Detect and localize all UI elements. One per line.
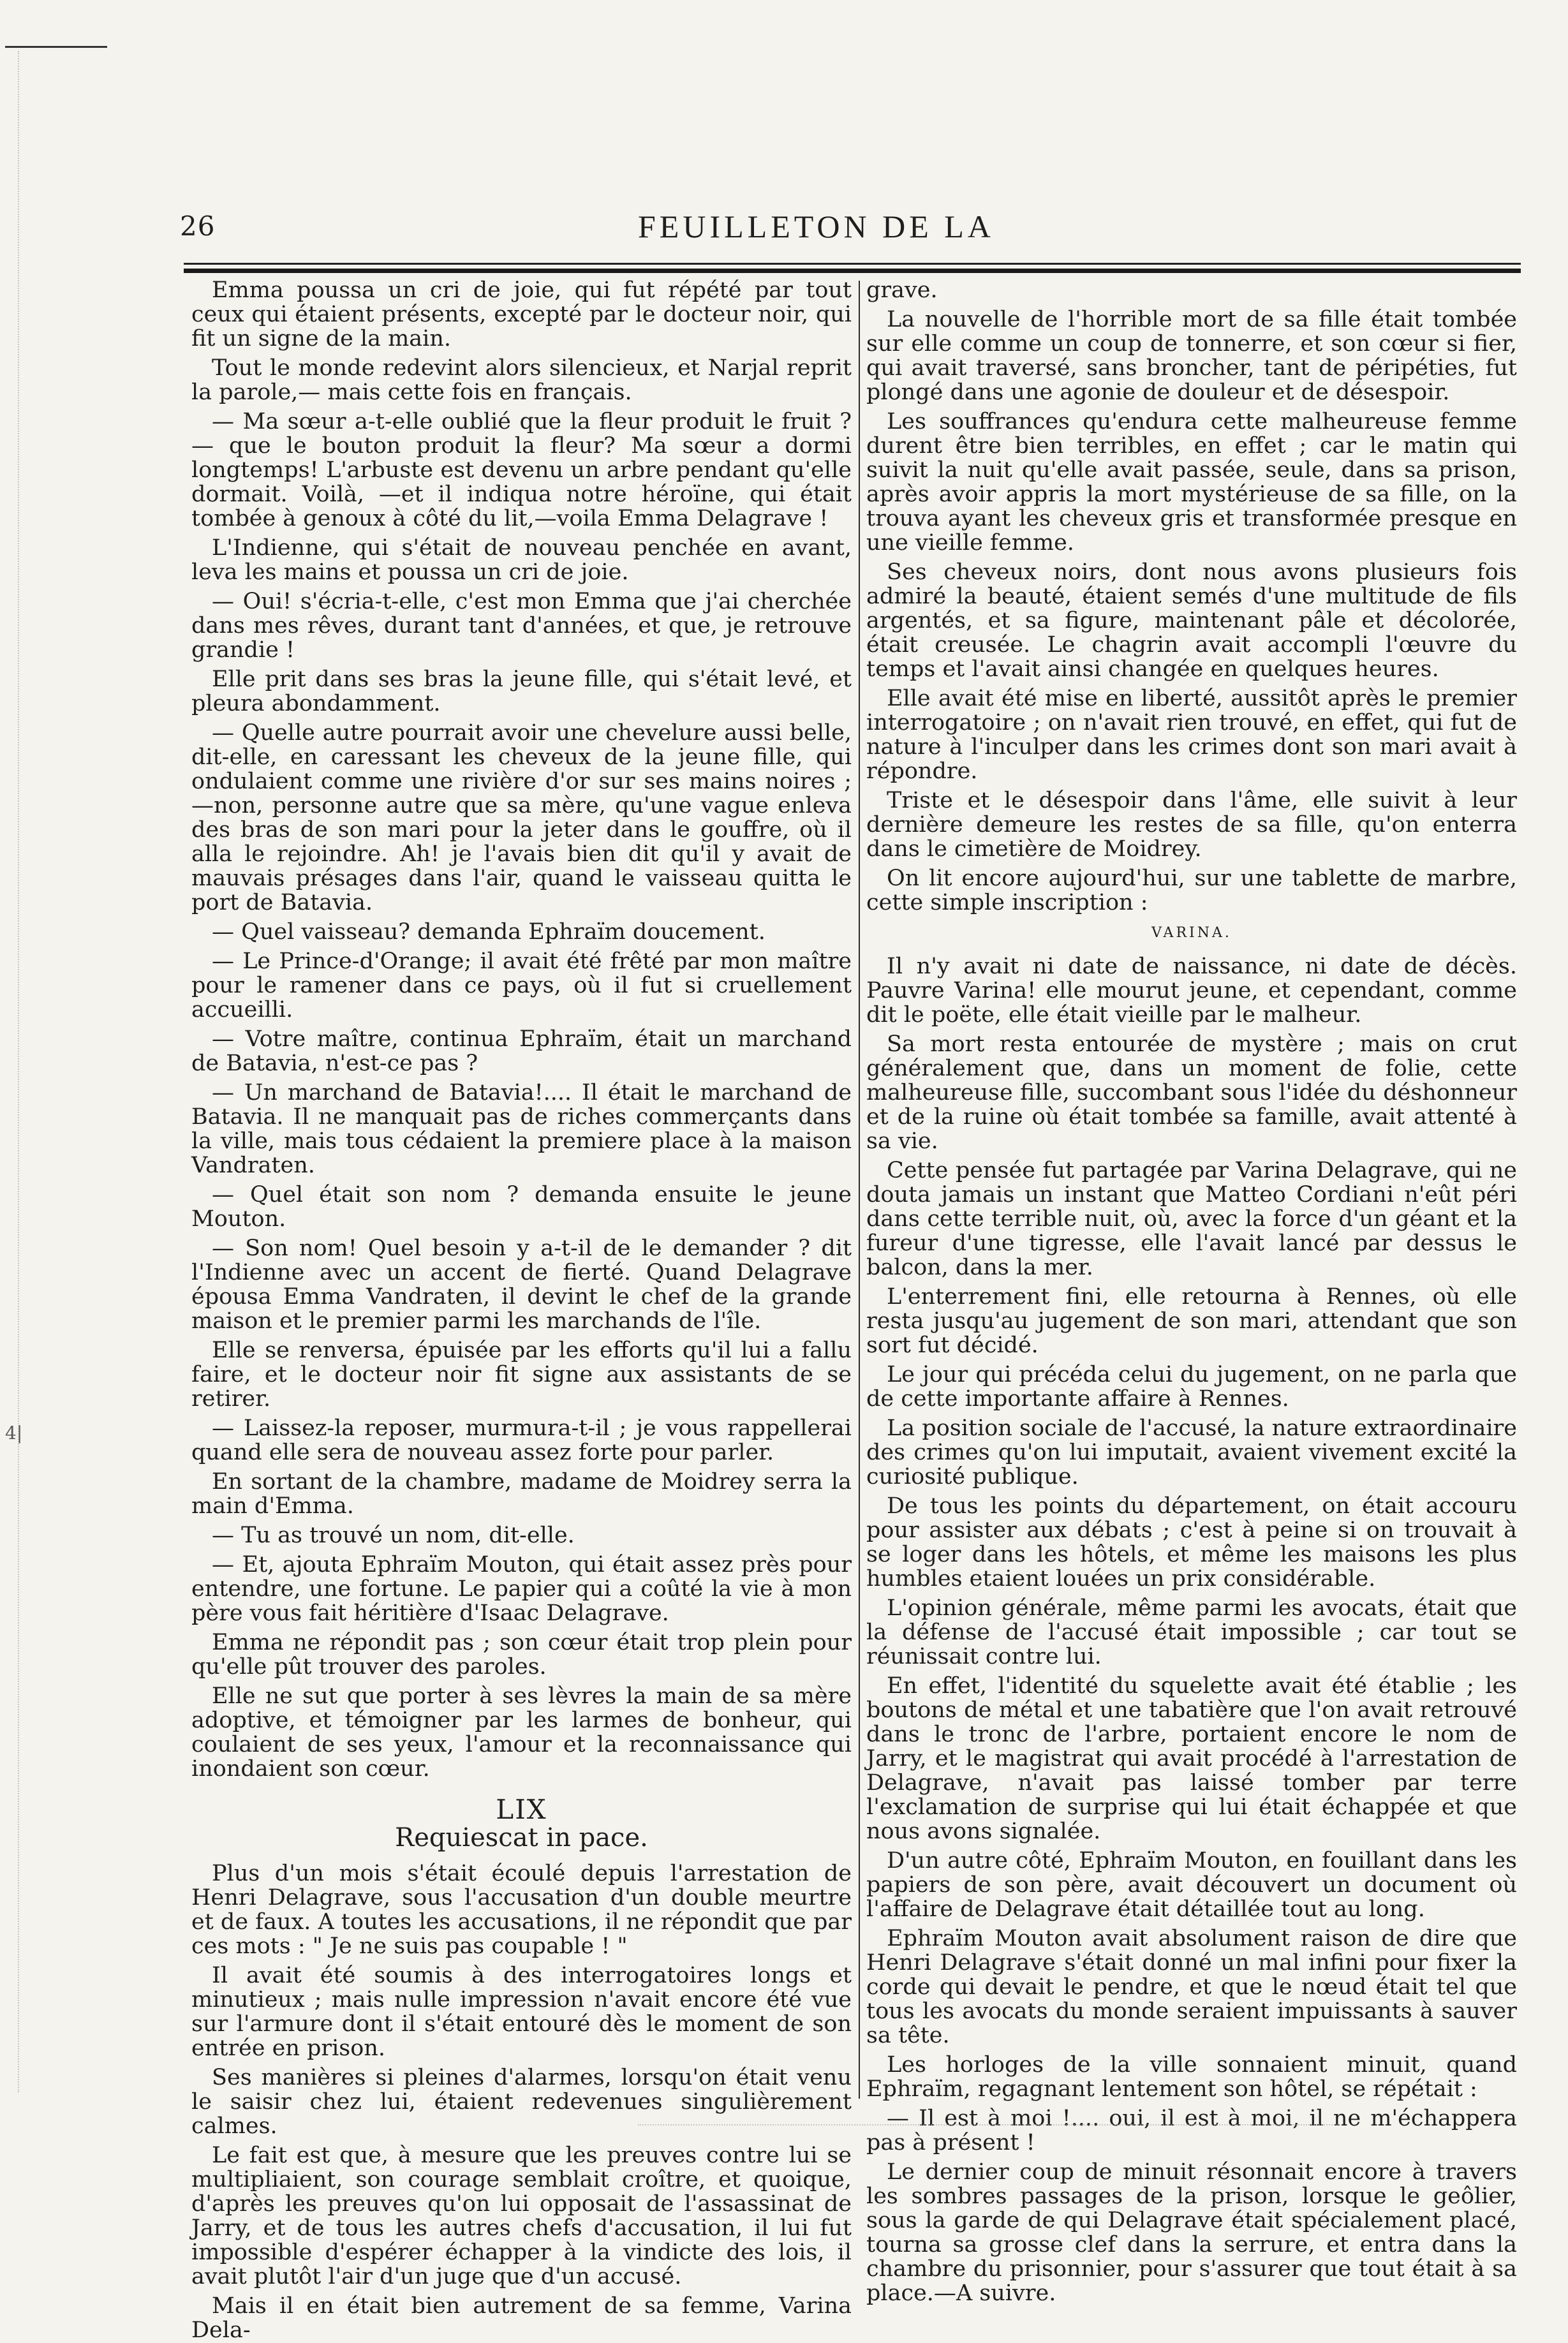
paragraph: Le dernier coup de minuit résonnait encore à travers les sombres passages de la prison, lorsque le geôlier, sous la garde de qui Delagrave était spécialement placé, tourna sa grosse clef dans la serrure, et entra dans la chambre du prisonnier, pour s'assurer que tout était à sa place.—A suivre.: [866, 2159, 1517, 2306]
chapter-paragraphs: [191, 1861, 852, 2342]
paragraph: Elle ne sut que porter à ses lèvres la main de sa mère adoptive, et témoigner par les larmes de bonheur, qui coulaient de ses yeux, l'amour et la reconnaissance qui inondaient son cœur.: [191, 1683, 852, 1782]
paragraph: Il avait été soumis à des interrogatoires longs et minutieux ; mais nulle impression n'avait encore été vue sur l'armure dont il s'était entouré dès le moment de son entrée en prison.: [191, 1963, 852, 2061]
paragraph: En effet, l'identité du squelette avait été établie ; les boutons de métal et une tabatière que l'on avait retrouvé dans le tronc de l'arbre, portaient encore le nom de Jarry, et le magistrat qui avait procédé à l'arrestation de Delagrave, n'avait pas laissé tomber par terre l'exclamation de surprise qui lui était échappée et que nous avons signalée.: [866, 1673, 1517, 1844]
paragraph: — Quel était son nom ? demanda ensuite le jeune Mouton.: [191, 1182, 852, 1232]
paragraph: Il n'y avait ni date de naissance, ni date de décès. Pauvre Varina! elle mourut jeune, et cependant, comme dit le poëte, elle était vieille par le malheur.: [866, 954, 1517, 1028]
chapter-number: LIX: [496, 1794, 547, 1825]
paragraph: L'Indienne, qui s'était de nouveau penchée en avant, leva les mains et poussa un cri de joie.: [191, 535, 852, 585]
paragraph: — Votre maître, continua Ephraïm, était un marchand de Batavia, n'est-ce pas ?: [191, 1026, 852, 1076]
left-paragraphs: [191, 278, 852, 1781]
paragraph: Plus d'un mois s'était écoulé depuis l'arrestation de Henri Delagrave, sous l'accusation d'un double meurtre et de faux. A toutes les accusations, il ne répondit que par ces mots : " Je ne suis pas coupable ! ": [191, 1861, 852, 1959]
right-paragraphs-after: [866, 954, 1517, 2305]
paragraph: La nouvelle de l'horrible mort de sa fille était tombée sur elle comme un coup de tonnerre, et son cœur si fier, qui avait traversé, sans broncher, tant de péripéties, fut plongé dans une agonie de douleur et de désespoir.: [866, 307, 1517, 405]
left-column: [191, 277, 852, 2343]
paragraph: Emma ne répondit pas ; son cœur était trop plein pour qu'elle pût trouver des paroles.: [191, 1630, 852, 1680]
paragraph: Ses cheveux noirs, dont nous avons plusieurs fois admiré la beauté, étaient semés d'une multitude de fils argentés, et sa figure, maintenant pâle et décolorée, était creusée. Le chagrin avait accompli l'œuvre du temps et l'avait ainsi changée en quelques heures.: [866, 559, 1517, 682]
paragraph: Les horloges de la ville sonnaient minuit, quand Ephraïm, regagnant lentement son hôtel, se répétait :: [866, 2052, 1517, 2102]
paragraph: On lit encore aujourd'hui, sur une tablette de marbre, cette simple inscription :: [866, 866, 1517, 915]
scan-edge-mark: [5, 46, 107, 48]
paragraph: — Son nom! Quel besoin y a-t-il de le demander ? dit l'Indienne avec un accent de fierté. Quand Delagrave épousa Emma Vandraten, il devint le chef de la grande maison et le premier parmi les marchands de l'île.: [191, 1236, 852, 1334]
margin-mark: 4|: [5, 1423, 23, 1444]
paragraph: — Oui! s'écria-t-elle, c'est mon Emma que j'ai cherchée dans mes rêves, durant tant d'années, et que, je retrouve grandie !: [191, 589, 852, 663]
paragraph: grave.: [866, 277, 938, 303]
paragraph: Le fait est que, à mesure que les preuves contre lui se multipliaient, son courage semblait croître, et quoique, d'après les preuves qu'on lui opposait de l'assassinat de Jarry, et de tous les autres chefs d'accusation, il lui fut impossible d'espérer échapper à la vindicte des lois, il avait plutôt l'air d'un juge que d'un accusé.: [191, 2143, 852, 2289]
paragraph: L'opinion générale, même parmi les avocats, était que la défense de l'accusé était impossible ; car tout se réunissait contre lui.: [866, 1595, 1517, 1669]
header-rule-thick: [184, 269, 1521, 273]
paragraph: Tout le monde redevint alors silencieux, et Narjal reprit la parole,— mais cette fois en français.: [191, 355, 852, 405]
header-rule-thin: [184, 263, 1521, 265]
right-column: [866, 277, 1517, 2306]
paragraph: Cette pensée fut partagée par Varina Delagrave, qui ne douta jamais un instant que Matteo Cordiani n'eût péri dans cette terrible nuit, où, avec la force d'un géant et la fureur d'une tigresse, elle l'avait lancé par dessus le balcon, dans la mer.: [866, 1158, 1517, 1280]
column-separator: [859, 281, 860, 2099]
page-number: 26: [180, 211, 216, 242]
paragraph: La position sociale de l'accusé, la nature extraordinaire des crimes qu'on lui imputait, avaient vivement excité la curiosité publique.: [866, 1415, 1517, 1489]
paragraph: Mais il en était bien autrement de sa femme, Varina Dela-: [191, 2293, 852, 2343]
paragraph: — Il est à moi !.... oui, il est à moi, il ne m'échappera pas à présent !: [866, 2106, 1517, 2155]
paragraph: — Ma sœur a-t-elle oublié que la fleur produit le fruit ?— que le bouton produit la fleur? Ma sœur a dormi longtemps! L'arbuste est devenu un arbre pendant qu'elle dormait. Voilà, —et il indiqua notre héroïne, qui était tombée à genoux à côté du lit,—voila Emma Delagrave !: [191, 409, 852, 531]
paragraph: Elle avait été mise en liberté, aussitôt après le premier interrogatoire ; on n'avait rien trouvé, en effet, qui fut de nature à l'inculper dans les crimes dont son mari avait à répondre.: [866, 686, 1517, 784]
paragraph: — Laissez-la reposer, murmura-t-il ; je vous rappellerai quand elle sera de nouveau assez forte pour parler.: [191, 1415, 852, 1465]
paragraph: Ses manières si pleines d'alarmes, lorsqu'on était venu le saisir chez lui, étaient redevenues singulièrement calmes.: [191, 2065, 852, 2139]
paragraph: Elle se renversa, épuisée par les efforts qu'il lui a fallu faire, et le docteur noir fit signe aux assistants de se retirer.: [191, 1338, 852, 1412]
paragraph: — Un marchand de Batavia!.... Il était le marchand de Batavia. Il ne manquait pas de riches commerçants dans la ville, mais tous cédaient la premiere place à la maison Vandraten.: [191, 1080, 852, 1178]
paragraph: — Le Prince-d'Orange; il avait été frêté par mon maître pour le ramener dans ce pays, où il fut si cruellement accueilli.: [191, 949, 852, 1023]
paragraph: Triste et le désespoir dans l'âme, elle suivit à leur dernière demeure les restes de sa fille, qu'on enterra dans le cimetière de Moidrey.: [866, 788, 1517, 862]
paragraph: Ephraïm Mouton avait absolument raison de dire que Henri Delagrave s'était donné un mal infini pour fixer la corde qui devait le pendre, et que le nœud était tel que tous les avocats du monde seraient impuissants à sauver sa tête.: [866, 1926, 1517, 2048]
bottom-scan-noise: [638, 2124, 1340, 2125]
paragraph: — Et, ajouta Ephraïm Mouton, qui était assez près pour entendre, une fortune. Le papier qui a coûté la vie à mon père vous fait héritière d'Isaac Delagrave.: [191, 1552, 852, 1626]
paragraph: De tous les points du département, on était accouru pour assister aux débats ; c'est à peine si on trouvait à se loger dans les hôtels, et même les maisons les plus humbles etaient louées un prix considérable.: [866, 1493, 1517, 1592]
paragraph: En sortant de la chambre, madame de Moidrey serra la main d'Emma.: [191, 1469, 852, 1519]
chapter-title: Requiescat in pace.: [395, 1823, 648, 1852]
paragraph: L'enterrement fini, elle retourna à Rennes, où elle resta jusqu'au jugement de son mari, attendant que son sort fut décidé.: [866, 1284, 1517, 1358]
paragraph: — Tu as trouvé un nom, dit-elle.: [212, 1523, 575, 1548]
paragraph: Sa mort resta entourée de mystère ; mais on crut généralement que, dans un moment de folie, cette malheureuse fille, succombant sous l'idée du déshonneur et de la ruine où était tombée sa famille, avait attenté à sa vie.: [866, 1031, 1517, 1154]
binding-margin: [18, 51, 26, 2092]
paragraph: Elle prit dans ses bras la jeune fille, qui s'était levé, et pleura abondamment.: [191, 667, 852, 716]
paragraph: — Quelle autre pourrait avoir une chevelure aussi belle, dit-elle, en caressant les cheveux de la jeune fille, qui ondulaient comme une rivière d'or sur ses mains noires ;—non, personne autre que sa mère, qu'une vague enleva des bras de son mari pour la jeter dans le gouffre, où il alla le rejoindre. Ah! je l'avais bien dit qu'il y avait de mauvais présages dans l'air, quand le vaisseau quitta le port de Batavia.: [191, 720, 852, 915]
right-paragraphs-before: [866, 278, 1517, 915]
paragraph: D'un autre côté, Ephraïm Mouton, en fouillant dans les papiers de son père, avait découvert un document où l'affaire de Delagrave était détaillée tout au long.: [866, 1848, 1517, 1922]
paragraph: — Quel vaisseau? demanda Ephraïm doucement.: [212, 919, 766, 945]
paragraph: Emma poussa un cri de joie, qui fut répété par tout ceux qui étaient présents, excepté par le docteur noir, qui fit un signe de la main.: [191, 277, 852, 351]
paragraph: Le jour qui précéda celui du jugement, on ne parla que de cette importante affaire à Rennes.: [866, 1362, 1517, 1412]
paragraph: Les souffrances qu'endura cette malheureuse femme durent être bien terribles, en effet ; car le matin qui suivit la nuit qu'elle avait passée, seule, dans sa prison, après avoir appris la mort mystérieuse de sa fille, on la trouva ayant les cheveux gris et transformée presque en une vieille femme.: [866, 409, 1517, 556]
epitaph: VARINA.: [1151, 925, 1232, 941]
running-title: FEUILLETON DE LA: [638, 209, 995, 244]
